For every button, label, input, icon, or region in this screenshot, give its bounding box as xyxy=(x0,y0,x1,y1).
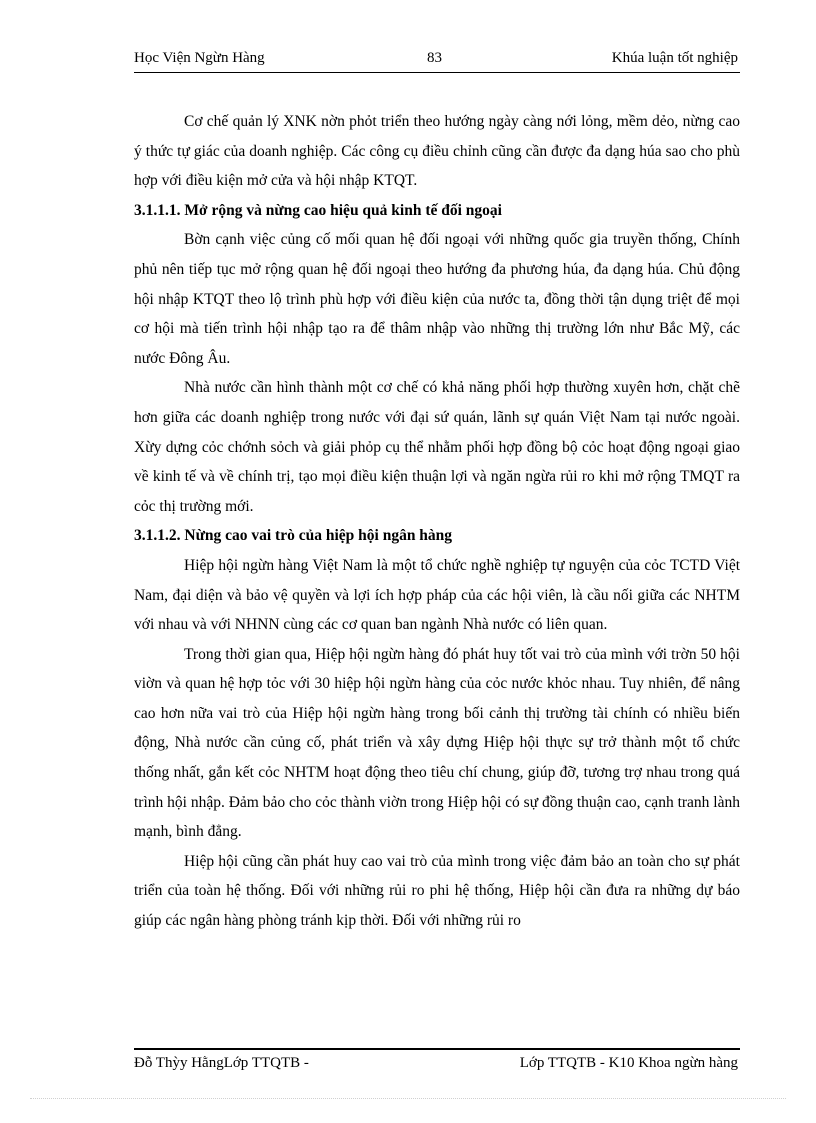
header-document-type: Khúa luận tốt nghiệp xyxy=(611,50,738,66)
page-number: 83 xyxy=(427,50,442,66)
page-bottom-edge xyxy=(30,1098,786,1099)
footer-class: Lớp TTQTB - K10 Khoa ngừn hàng xyxy=(519,1055,738,1071)
document-body xyxy=(134,107,740,936)
section-heading: 3.1.1.1. Mở rộng và nừng cao hiệu quả kinh tế đối ngoại xyxy=(134,201,502,219)
page-header xyxy=(134,50,740,72)
header-divider xyxy=(134,72,740,73)
header-institution: Học Viện Ngừn Hàng xyxy=(134,50,265,66)
footer-author: Đỗ Thỳy HằngLớp TTQTB - xyxy=(134,1055,309,1071)
paragraph: Bờn cạnh việc củng cố mối quan hệ đối ngoại với những quốc gia truyền thống, Chính phủ nên tiếp tục mở rộng quan hệ đối ngoại theo hướng đa phương húa, đa dạng húa. Chủ động hội nhập KTQT theo lộ trình phù hợp với điều kiện của nước ta, đồng thời tận dụng triệt để mọi cơ hội mà tiến trình hội nhập tạo ra để thâm nhập vào những thị trường lớn như Bắc Mỹ, các nước Đông Âu. xyxy=(134,231,740,367)
paragraph: Hiệp hội cũng cần phát huy cao vai trò của mình trong việc đảm bảo an toàn cho sự phát triển của toàn hệ thống. Đối với những rủi ro phi hệ thống, Hiệp hội cần đưa ra những dự báo giúp các ngân hàng phòng tránh kịp thời. Đối với những rủi ro xyxy=(134,852,740,930)
paragraph: Hiệp hội ngừn hàng Việt Nam là một tổ chức nghề nghiệp tự nguyện của cỏc TCTD Việt Nam, đại diện và bảo vệ quyền và lợi ích hợp pháp của các hội viên, là cầu nối giữa các NHTM với nhau và với NHNN cùng các cơ quan ban ngành Nhà nước có liên quan. xyxy=(134,556,740,634)
section-heading: 3.1.1.2. Nừng cao vai trò của hiệp hội ngân hàng xyxy=(134,527,453,545)
page-footer xyxy=(134,1055,740,1077)
paragraph: Cơ chế quản lý XNK nờn phỏt triển theo hướng ngày càng nới lỏng, mềm dẻo, nừng cao ý thức tự giác của doanh nghiệp. Các công cụ điều chỉnh cũng cần được đa dạng húa sao cho phù hợp với điều kiện mở cửa và hội nhập KTQT. xyxy=(134,113,740,190)
paragraph: Nhà nước cần hình thành một cơ chế có khả năng phối hợp thường xuyên hơn, chặt chẽ hơn giữa các doanh nghiệp trong nước với đại sứ quán, lãnh sự quán Việt Nam tại nước ngoài. Xừy dựng cỏc chớnh sỏch và giải phỏp cụ thể nhằm phối hợp đồng bộ cỏc hoạt động ngoại giao về kinh tế và về chính trị, tạo mọi điều kiện thuận lợi và ngăn ngừa rủi ro khi mở rộng TMQT ra cỏc thị trường mới. xyxy=(134,379,740,515)
footer-divider xyxy=(134,1048,740,1050)
paragraph: Trong thời gian qua, Hiệp hội ngừn hàng đó phát huy tốt vai trò của mình với trờn 50 hội viờn và quan hệ hợp tỏc với 30 hiệp hội ngừn hàng của cỏc nước khỏc nhau. Tuy nhiên, để nâng cao hơn nữa vai trò của Hiệp hội ngừn hàng trong bối cảnh thị trường tài chính có nhiều biến động, Nhà nước cần củng cố, phát triển và xây dựng Hiệp hội thực sự trở thành một tổ chức thống nhất, gắn kết cỏc NHTM hoạt động theo tiêu chí chung, giúp đỡ, tương trợ nhau trong quá trình hội nhập. Đảm bảo cho cỏc thành viờn trong Hiệp hội có sự đồng thuận cao, cạnh tranh lành mạnh, bình đẳng. xyxy=(134,645,740,841)
